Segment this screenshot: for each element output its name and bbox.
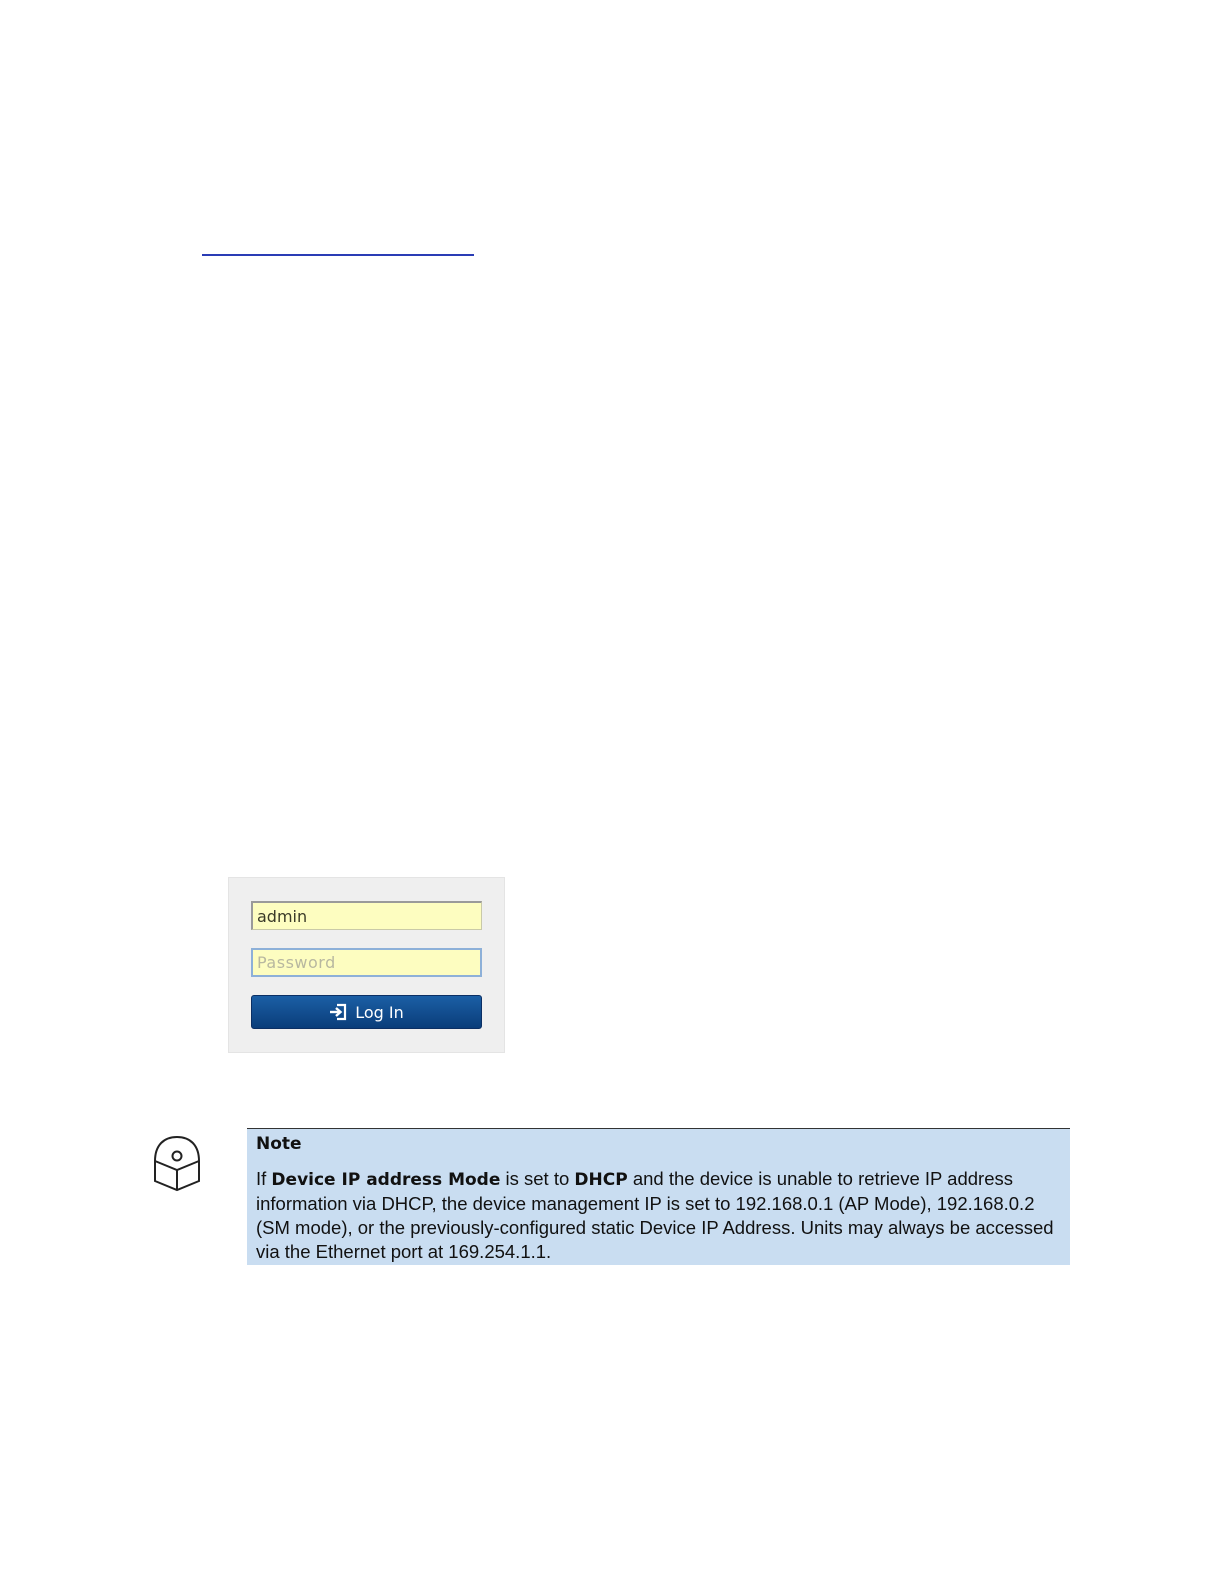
login-panel <box>228 877 505 1053</box>
login-button-label: Log In <box>355 1002 404 1022</box>
note-box <box>247 1128 1070 1265</box>
note-text-segment: is set to <box>500 1168 575 1189</box>
hyperlink-underline[interactable] <box>202 254 474 256</box>
book-info-icon <box>150 1134 204 1192</box>
password-input[interactable] <box>251 948 482 977</box>
note-text-segment: If <box>256 1168 272 1189</box>
sign-in-icon <box>329 1003 347 1021</box>
username-input[interactable] <box>251 901 482 930</box>
login-button[interactable] <box>251 995 482 1029</box>
note-term-device-ip-mode: Device IP address Mode <box>271 1170 501 1190</box>
note-title: Note <box>256 1134 302 1154</box>
note-text <box>256 1167 1061 1264</box>
note-text-segment: and the device is unable to retrieve IP address information via DHCP, the device management IP is set to 192.168.0.1 (AP Mode), 192.168.0.2 (SM mode), or the previously-configured static Device IP Address. Units may always be accessed via the Ethernet port at 169.254.1.1. <box>256 1168 1054 1262</box>
note-term-dhcp: DHCP <box>574 1170 628 1190</box>
